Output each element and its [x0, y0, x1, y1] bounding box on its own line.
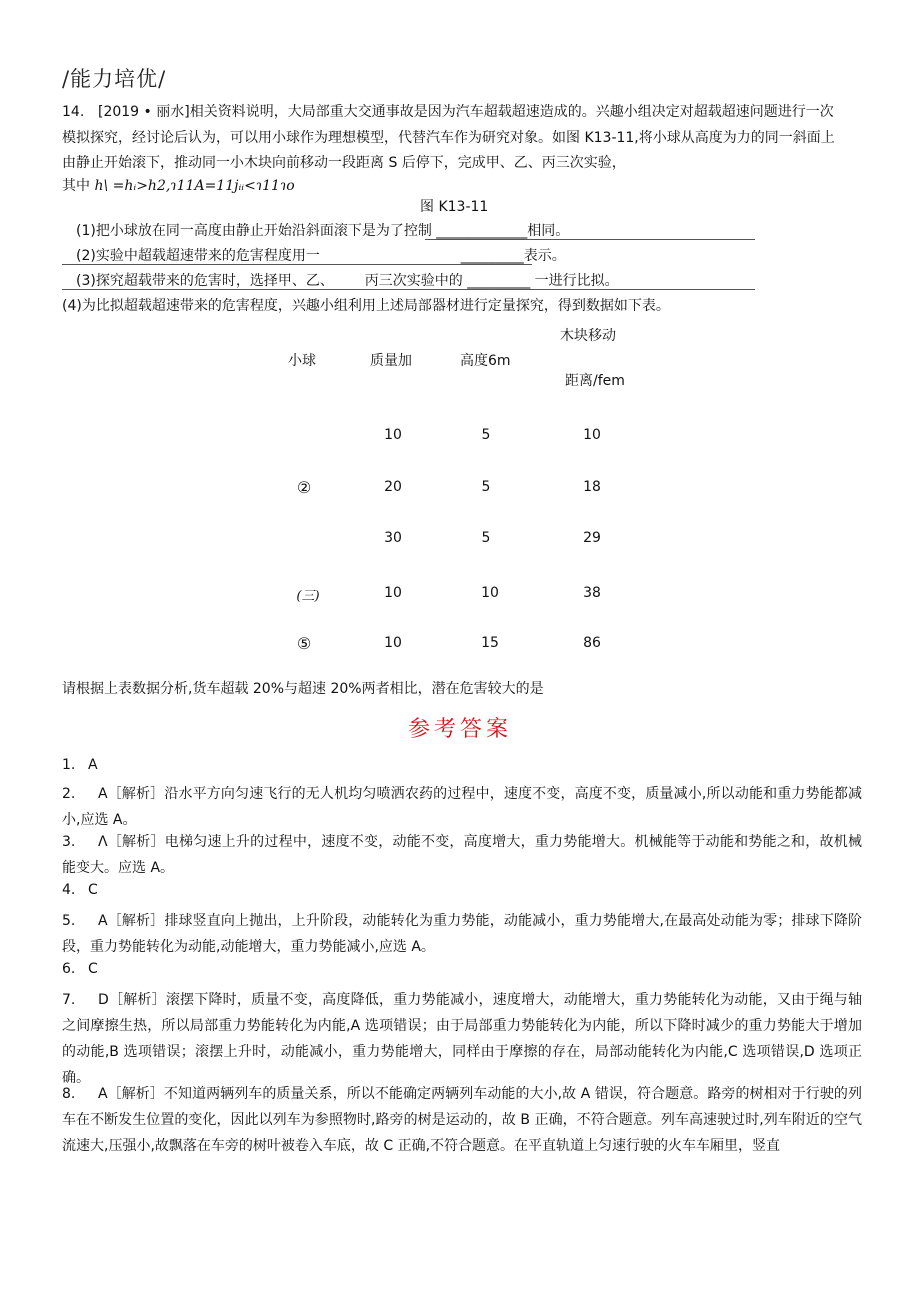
answer-item-2: 2. A［解析］沿水平方向匀速飞行的无人机均匀喷洒农药的过程中，速度不变，高度不变，质量减小,所以动能和重力势能都减小,应选 A。	[62, 786, 862, 828]
table-cell-ball: ②	[296, 478, 312, 497]
answer-item-8: 8. A［解析］不知道两辆列车的质量关系，所以不能确定两辆列车动能的大小,故 A 错误，符合题意。路旁的树相对于行驶的列车在不断发生位置的变化，因此以列车为参照物时,路旁的树是运动的，故 B 正确，不符合题意。列车高速驶过时,列车附近的空气流速大,压强小,故飘落在车旁的树叶被卷入车底，故 C 正确,不符合题意。在平直轨道上匀速行驶的火车车厢里，竖直	[62, 1086, 862, 1154]
sub-question-3: (3)探究超载带来的危害时，选择甲、乙、 丙三次实验中的 _________ 一进行比拟。	[76, 273, 619, 289]
table-cell-height: 15	[481, 635, 499, 651]
section-title: /能力培优/	[62, 67, 167, 91]
question-14-line4: 其中 h\ =hᵢ>h2,ɿ11A=11jᵢᵢ<ɿ11ɿo	[62, 178, 295, 194]
table-cell-distance: 18	[583, 479, 601, 495]
sub-question-4: (4)为比拟超载超速带来的危害程度，兴趣小组利用上述局部器材进行定量探究，得到数据如下表。	[62, 298, 670, 314]
table-cell-height: 10	[481, 585, 499, 601]
table-header-distance-line2: 距离/fem	[565, 373, 625, 389]
table-cell-mass: 30	[384, 530, 402, 546]
table-cell-mass: 10	[384, 427, 402, 443]
question-14-line3: 由静止开始滚下，推动同一小木块向前移动一段距离 S 后停下，完成甲、乙、丙三次实验，	[62, 155, 626, 171]
answer-item-6: 6. C	[62, 961, 98, 977]
answer-item-4: 4. C	[62, 882, 98, 898]
table-header-distance-line1: 木块移动	[560, 328, 616, 344]
answer-blank-1[interactable]: ____________	[436, 223, 521, 239]
table-cell-distance: 38	[583, 585, 601, 601]
table-cell-mass: 10	[384, 635, 402, 651]
table-cell-distance: 86	[583, 635, 601, 651]
table-header-mass: 质量加	[370, 353, 412, 369]
table-cell-mass: 20	[384, 479, 402, 495]
answer-item-3: 3. Λ［解析］电梯匀速上升的过程中，速度不变，动能不变，高度增大，重力势能增大。机械能等于动能和势能之和，故机械能变大。应选 A。	[62, 834, 862, 876]
sub-question-1: (1)把小球放在同一高度由静止开始沿斜面滚下是为了控制 _____________相同。	[76, 223, 570, 239]
answer-item-7: 7. D［解析］滚摆下降时，质量不变，高度降低，重力势能减小，速度增大，动能增大，重力势能转化为动能，又由于绳与轴之间摩擦生热，所以局部重力势能转化为内能,A 选项错误；由于局部重力势能转化为内能，所以下降时减少的重力势能大于增加的动能,B 选项错误；滚摆上升时，动能减小，重力势能增大，同样由于摩擦的存在，局部动能转化为内能,C 选项错误,D 选项正确。	[62, 992, 862, 1086]
answers-title: 参考答案	[407, 717, 512, 742]
table-cell-distance: 29	[583, 530, 601, 546]
answer-item-1: 1. A	[62, 757, 98, 773]
table-cell-ball: (三)	[296, 589, 320, 604]
table-cell-height: 5	[481, 530, 491, 546]
table-cell-height: 5	[481, 427, 491, 443]
question-number: 14.	[62, 104, 85, 120]
answer-blank-3[interactable]: _________	[467, 273, 531, 289]
table-cell-mass: 10	[384, 585, 402, 601]
conclusion-question: 请根据上表数据分析,货车超载 20%与超速 20%两者相比，潜在危害较大的是	[62, 681, 544, 697]
sub-question-2: (2)实验中超载超速带来的危害程度用一 _________表示。	[76, 248, 566, 264]
table-header-ball: 小球	[288, 353, 316, 369]
formula: h\ =hᵢ>h2,ɿ11A=11jᵢᵢ<ɿ11ɿo	[94, 178, 295, 194]
answer-item-5: 5. A［解析］排球竖直向上抛出，上升阶段，动能转化为重力势能，动能减小，重力势能增大,在最高处动能为零；排球下降阶段，重力势能转化为动能,动能增大，重力势能减小,应选 A。	[62, 913, 862, 955]
figure-caption: 图 K13-11	[420, 199, 489, 215]
table-header-height: 高度6m	[460, 353, 511, 369]
table-cell-height: 5	[481, 479, 491, 495]
question-14-line2: 模拟探究，经讨论后认为，可以用小球作为理想模型，代替汽车作为研究对象。如图 K13-11,将小球从高度为力的同一斜面上	[62, 130, 835, 146]
underline	[425, 239, 755, 240]
underline	[62, 289, 755, 290]
question-14-line1: 14. [2019 • 丽水]相关资料说明，大局部重大交通事故是因为汽车超载超速造成的。兴趣小组决定对超载超速问题进行一次	[62, 100, 834, 124]
underline	[62, 264, 532, 265]
table-cell-distance: 10	[583, 427, 601, 443]
table-cell-ball: ⑤	[296, 634, 312, 653]
answer-blank-2[interactable]: _________	[460, 248, 524, 264]
